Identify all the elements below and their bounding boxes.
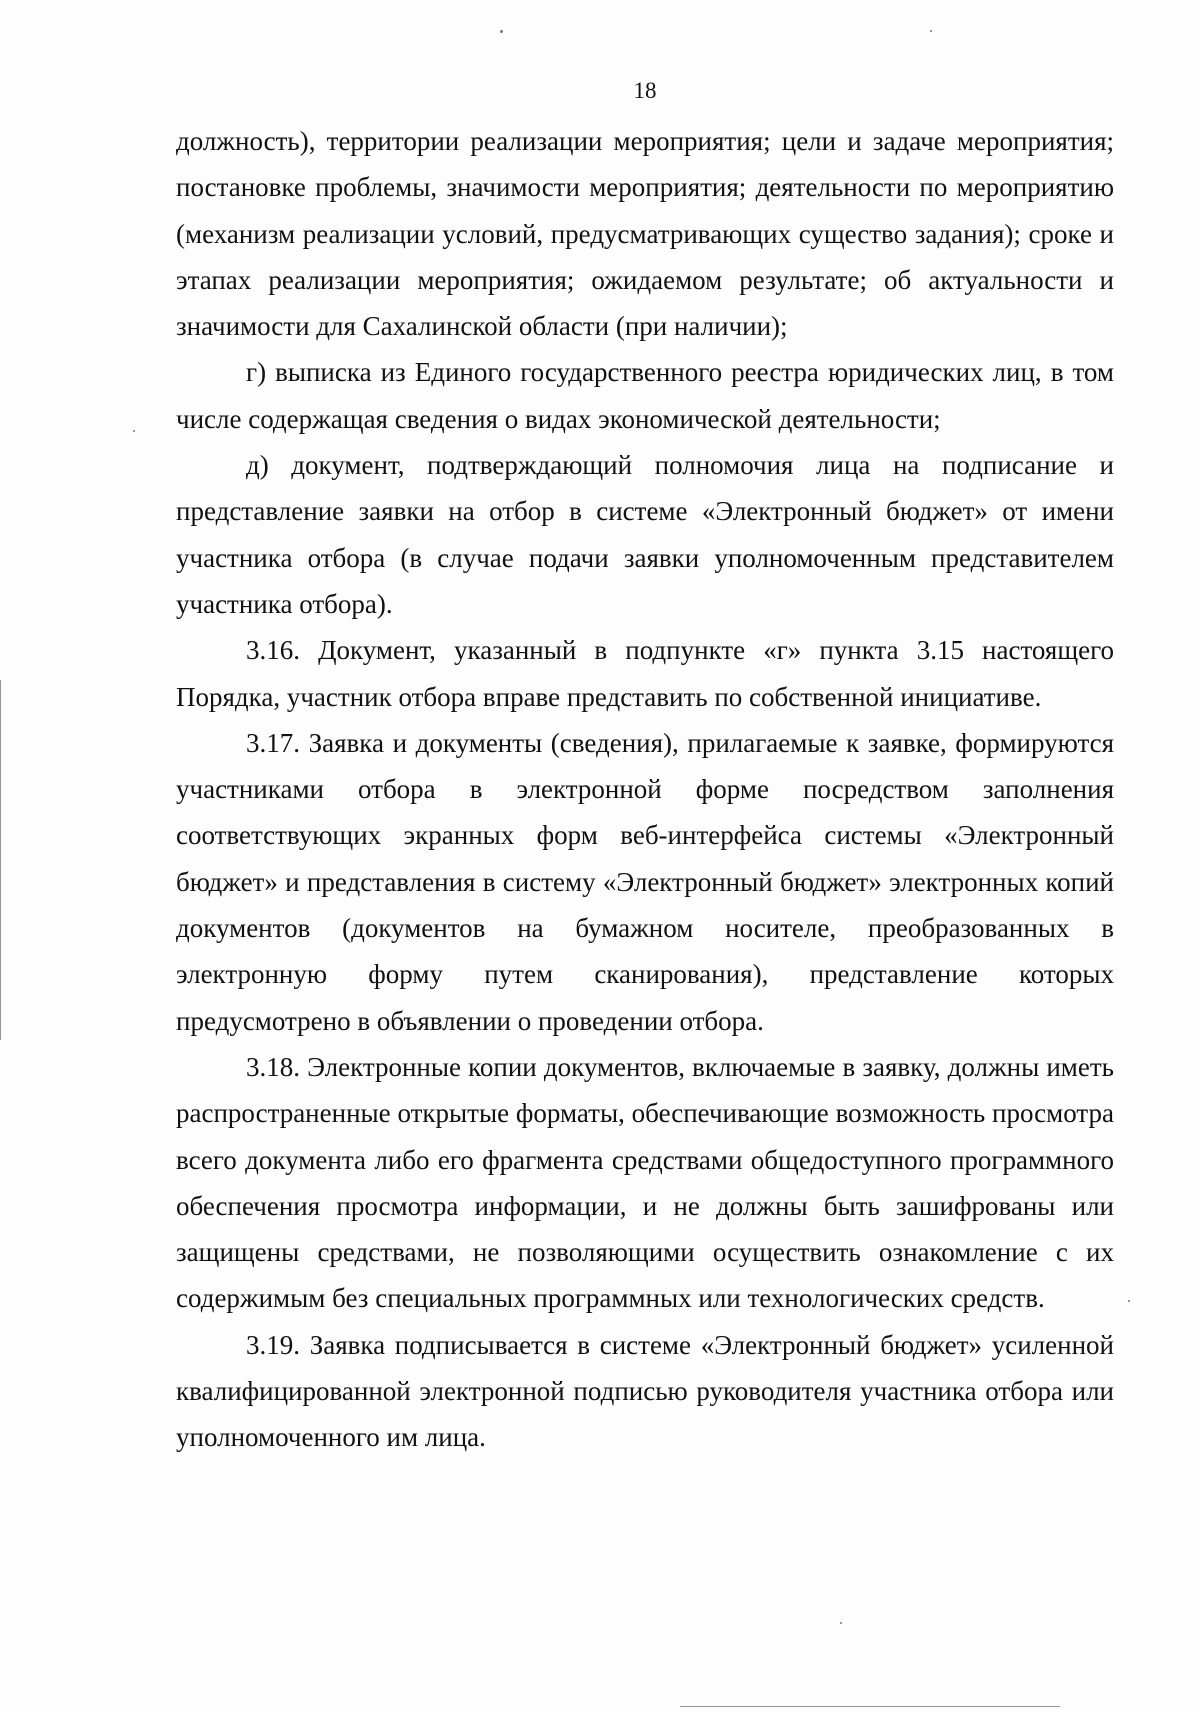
scan-speck [1128,1300,1130,1302]
page-number: 18 [633,78,657,103]
paragraph-item-g: г) выписка из Единого государственного реестра юридических лиц, в том числе содержащая сведения о видах экономической деятельности; [176,357,1114,434]
paragraph-item-d: д) документ, подтверждающий полномочия лица на подписание и представление заявки на отбор в системе «Электронный бюджет» от имени участника отбора (в случае подачи заявки уполномоченным представителем участника отбора). [176,450,1114,619]
paragraph-3-19: 3.19. Заявка подписывается в системе «Электронный бюджет» усиленной квалифицированной электронной подписью руководителя участника отбора или уполномоченного им лица. [176,1329,1114,1453]
paragraph-3-18: 3.18. Электронные копии документов, включаемые в заявку, должны иметь распространенные открытые форматы, обеспечивающие возможность просмотра всего документа либо его фрагмента средствами общедоступного программного обеспечения просмотра информации, и не должны быть зашифрованы или защищены средствами, не позволяющими осуществить ознакомление с их содержимым без специальных программных или технологических средств. [176,1051,1114,1314]
paragraph-continuation: должность), территории реализации мероприятия; цели и задаче мероприятия; постановке проблемы, значимости мероприятия; деятельности по мероприятию (механизм реализации условий, предусматривающих существо задания); сроке и этапах реализации мероприятия; ожидаемом результате; об актуальности и значимости для Сахалинской области (при наличии); [176,126,1114,342]
scan-speck [930,30,932,32]
paragraph-3-16: 3.16. Документ, указанный в подпункте «г» пункта 3.15 настоящего Порядка, участник отбора вправе представить по собственной инициативе. [176,635,1114,712]
scan-speck [840,1622,842,1624]
scan-speck [133,430,135,432]
scan-speck [500,30,503,33]
scan-edge-line [680,1706,1060,1707]
document-body [176,118,1114,1461]
paragraph-3-17: 3.17. Заявка и документы (сведения), прилагаемые к заявке, формируются участниками отбора в электронной форме посредством заполнения соответствующих экранных форм веб-интерфейса системы «Электронный бюджет» и представления в систему «Электронный бюджет» электронных копий документов (документов на бумажном носителе, преобразованных в электронную форму путем сканирования), представление которых предусмотрено в объявлении о проведении отбора. [176,727,1114,1036]
scan-edge-line [0,680,1,1040]
